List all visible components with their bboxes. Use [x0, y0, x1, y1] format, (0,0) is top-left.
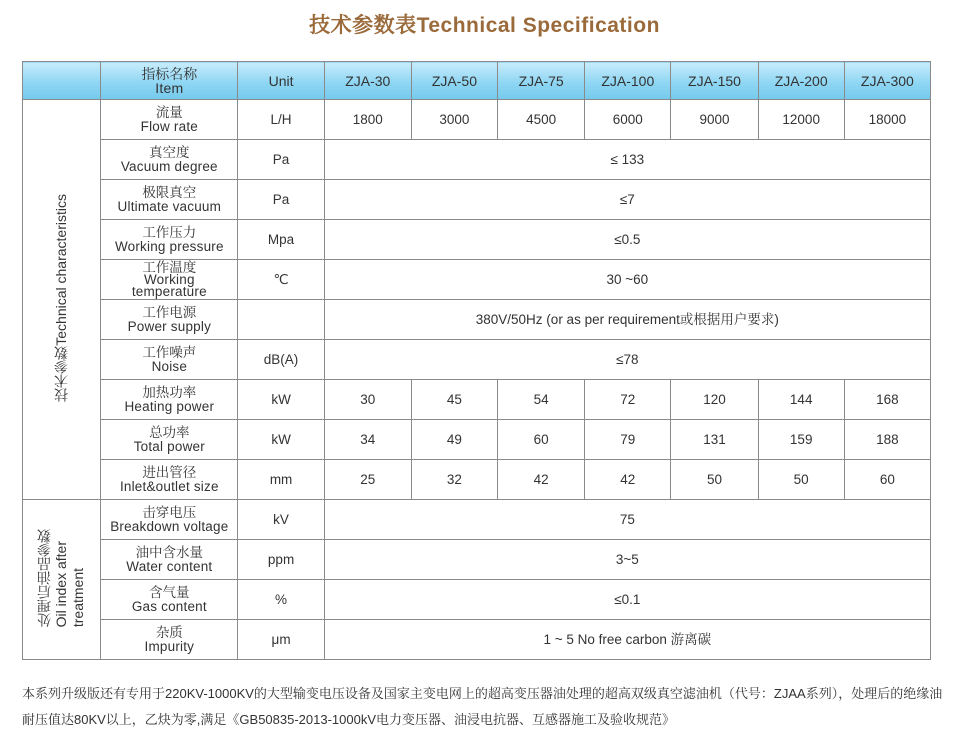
item-name-en: Gas content	[131, 598, 207, 614]
item-name-cell	[101, 380, 238, 420]
header-item-cn: 指标名称	[141, 65, 198, 82]
value-cell: 60	[844, 460, 930, 500]
table-header-row	[23, 62, 931, 100]
table-row	[23, 460, 931, 500]
value-cell: 12000	[758, 100, 844, 140]
table-row	[23, 620, 931, 660]
item-name-cell	[101, 580, 238, 620]
item-name-en: Power supply	[127, 318, 212, 334]
item-name-cn: 击穿电压	[142, 504, 197, 520]
category-technical-label: 技术参数Technical characteristics	[53, 194, 70, 402]
unit-cell: ppm	[238, 540, 324, 580]
table-row	[23, 500, 931, 540]
item-name-cn: 工作电源	[142, 304, 197, 320]
unit-cell: ℃	[238, 260, 324, 300]
table-row	[23, 340, 931, 380]
spec-table	[22, 61, 931, 660]
table-row	[23, 580, 931, 620]
merged-value-cell: 380V/50Hz (or as per requirement或根据用户要求)	[324, 300, 930, 340]
merged-value-cell: 30 ~60	[324, 260, 930, 300]
table-row	[23, 540, 931, 580]
value-cell: 159	[758, 420, 844, 460]
item-name-en: Flow rate	[140, 118, 198, 134]
item-name-cn: 工作压力	[142, 224, 197, 240]
footer-note: 本系列升级版还有专用于220KV-1000KV的大型输变电压设备及国家主变电网上的超高变压器油处理的超高双级真空滤油机（代号：ZJAA系列），处理后的绝缘油耐压值达80KV以上，乙炔为零,满足《GB50835-2013-1000kV电力变压器、油浸电抗器、互感器施工及验收规范》	[22, 686, 943, 727]
header-model-cell: ZJA-30	[324, 62, 411, 100]
unit-cell: μm	[238, 620, 324, 660]
category-oil-label: 处理后油品参数	[36, 529, 53, 627]
unit-cell: L/H	[238, 100, 324, 140]
item-name-cn: 流量	[155, 104, 183, 120]
item-name-en: Noise	[151, 358, 188, 374]
item-name-cell	[101, 220, 238, 260]
table-row	[23, 260, 931, 300]
item-name-en: Ultimate vacuum	[117, 198, 222, 214]
unit-cell: %	[238, 580, 324, 620]
item-name-cn: 杂质	[155, 624, 183, 640]
unit-cell: Mpa	[238, 220, 324, 260]
value-cell: 42	[498, 460, 585, 500]
item-name-cell	[101, 180, 238, 220]
unit-cell	[238, 300, 324, 340]
item-name-en: Impurity	[144, 638, 195, 654]
unit-cell: kW	[238, 380, 324, 420]
item-name-cell	[101, 420, 238, 460]
value-cell: 54	[498, 380, 585, 420]
item-name-en: Breakdown voltage	[110, 518, 229, 534]
header-item-cell	[101, 62, 238, 100]
item-name-en: Working temperature	[131, 272, 207, 299]
item-name-en: Water content	[126, 558, 213, 574]
item-name-cell	[101, 620, 238, 660]
item-name-cell	[101, 340, 238, 380]
item-name-cn: 油中含水量	[135, 544, 204, 560]
item-name-en: Working pressure	[114, 238, 224, 254]
header-blank-cell	[23, 62, 101, 100]
value-cell: 42	[585, 460, 671, 500]
value-cell: 144	[758, 380, 844, 420]
value-cell: 9000	[671, 100, 758, 140]
header-model-cell: ZJA-300	[844, 62, 930, 100]
page-title: 技术参数表Technical Specification	[309, 14, 660, 37]
value-cell: 4500	[498, 100, 585, 140]
item-name-en: Inlet&outlet size	[119, 478, 219, 494]
item-name-cn: 真空度	[149, 144, 190, 160]
value-cell: 45	[411, 380, 497, 420]
item-name-cell	[101, 460, 238, 500]
item-name-cn: 总功率	[149, 424, 190, 440]
header-model-cell: ZJA-200	[758, 62, 844, 100]
table-row	[23, 100, 931, 140]
merged-value-cell: 3~5	[324, 540, 930, 580]
value-cell: 168	[844, 380, 930, 420]
value-cell: 1800	[324, 100, 411, 140]
table-row	[23, 380, 931, 420]
header-model-cell: ZJA-75	[498, 62, 585, 100]
item-name-cell	[101, 100, 238, 140]
table-row	[23, 420, 931, 460]
merged-value-cell: 1 ~ 5 No free carbon 游离碳	[324, 620, 930, 660]
value-cell: 131	[671, 420, 758, 460]
header-model-cell: ZJA-100	[585, 62, 671, 100]
value-cell: 79	[585, 420, 671, 460]
value-cell: 25	[324, 460, 411, 500]
value-cell: 120	[671, 380, 758, 420]
merged-value-cell: ≤7	[324, 180, 930, 220]
table-row	[23, 300, 931, 340]
item-name-cn: 工作温度	[142, 260, 197, 275]
unit-cell: kV	[238, 500, 324, 540]
merged-value-cell: 75	[324, 500, 930, 540]
category-oil-label: treatment	[70, 567, 87, 627]
unit-cell: Pa	[238, 180, 324, 220]
unit-cell: Pa	[238, 140, 324, 180]
value-cell: 30	[324, 380, 411, 420]
header-item-en: Item	[155, 79, 184, 96]
header-model-cell: ZJA-150	[671, 62, 758, 100]
value-cell: 60	[498, 420, 585, 460]
item-name-en: Total power	[133, 438, 205, 454]
value-cell: 18000	[844, 100, 930, 140]
item-name-cell	[101, 260, 238, 300]
item-name-cn: 加热功率	[142, 384, 197, 400]
table-row	[23, 180, 931, 220]
item-name-cn: 进出管径	[142, 464, 197, 480]
item-name-cn: 含气量	[149, 584, 190, 600]
value-cell: 49	[411, 420, 497, 460]
category-oil-label: Oil index after	[53, 540, 70, 627]
unit-cell: kW	[238, 420, 324, 460]
value-cell: 50	[758, 460, 844, 500]
value-cell: 6000	[585, 100, 671, 140]
merged-value-cell: ≤78	[324, 340, 930, 380]
merged-value-cell: ≤0.5	[324, 220, 930, 260]
item-name-cell	[101, 500, 238, 540]
header-model-cell: ZJA-50	[411, 62, 497, 100]
table-row	[23, 220, 931, 260]
value-cell: 32	[411, 460, 497, 500]
item-name-cn: 工作噪声	[142, 344, 197, 360]
value-cell: 3000	[411, 100, 497, 140]
item-name-en: Vacuum degree	[120, 158, 218, 174]
item-name-cell	[101, 140, 238, 180]
item-name-cn: 极限真空	[142, 184, 197, 200]
table-row	[23, 140, 931, 180]
header-unit-cell: Unit	[238, 62, 324, 100]
unit-cell: mm	[238, 460, 324, 500]
item-name-en: Heating power	[124, 398, 215, 414]
item-name-cell	[101, 300, 238, 340]
value-cell: 72	[585, 380, 671, 420]
category-technical-cell	[23, 100, 101, 500]
unit-cell: dB(A)	[238, 340, 324, 380]
value-cell: 50	[671, 460, 758, 500]
merged-value-cell: ≤ 133	[324, 140, 930, 180]
merged-value-cell: ≤0.1	[324, 580, 930, 620]
category-oil-cell	[23, 500, 101, 660]
value-cell: 188	[844, 420, 930, 460]
value-cell: 34	[324, 420, 411, 460]
item-name-cell	[101, 540, 238, 580]
